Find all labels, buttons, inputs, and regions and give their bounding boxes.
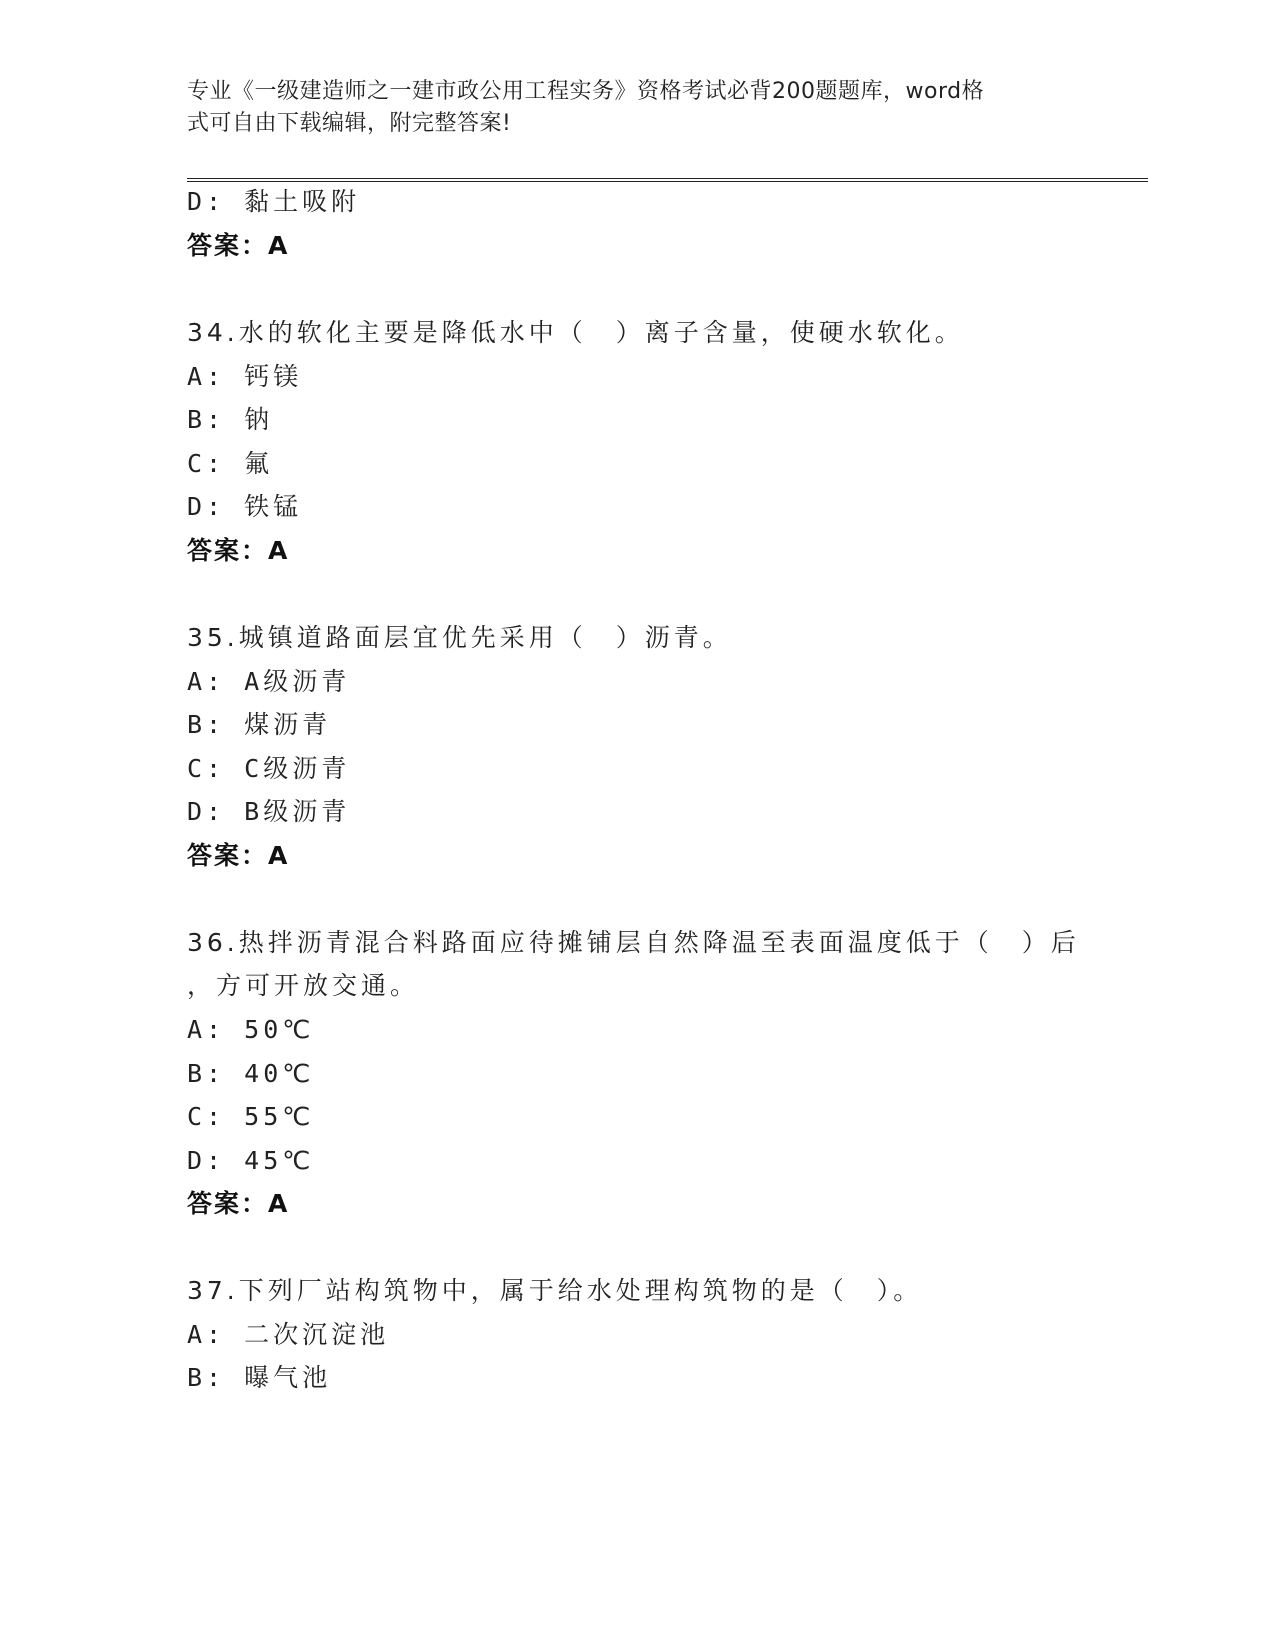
question-33-option-d: D: 黏土吸附 (187, 187, 361, 216)
header-double-rule (187, 178, 1148, 182)
question-37-stem: 37.下列厂站构筑物中，属于给水处理构筑物的是（ ）。 (187, 1276, 923, 1305)
question-33-answer: 答案：A (187, 231, 290, 260)
question-36-option-d: D: 45℃ (187, 1146, 315, 1175)
question-34-stem: 34.水的软化主要是降低水中（ ）离子含量，使硬水软化。 (187, 318, 964, 347)
question-34-option-b: B: 钠 (187, 405, 274, 434)
question-35-option-d: D: B级沥青 (187, 797, 351, 826)
header-line-2: 式可自由下载编辑，附完整答案! (187, 111, 512, 136)
document-header (187, 76, 1067, 140)
question-36-answer: 答案：A (187, 1189, 290, 1218)
question-35-option-a: A: A级沥青 (187, 667, 351, 696)
question-35-option-c: C: C级沥青 (187, 754, 351, 783)
question-37-option-a: A: 二次沉淀池 (187, 1320, 390, 1349)
question-36-stem-line-1: 36.热拌沥青混合料路面应待摊铺层自然降温至表面温度低于（ ）后 (187, 928, 1080, 957)
question-35-option-b: B: 煤沥青 (187, 710, 332, 739)
question-36-option-a: A: 50℃ (187, 1015, 315, 1044)
question-34-option-d: D: 铁锰 (187, 492, 303, 521)
question-34-option-a: A: 钙镁 (187, 362, 303, 391)
question-36-option-b: B: 40℃ (187, 1059, 315, 1088)
question-35-answer: 答案：A (187, 841, 290, 870)
question-34-answer: 答案：A (187, 536, 290, 565)
question-36-stem-line-2: ，方可开放交通。 (187, 971, 420, 1000)
question-37-option-b: B: 曝气池 (187, 1363, 332, 1392)
question-35-stem: 35.城镇道路面层宜优先采用（ ）沥青。 (187, 623, 732, 652)
question-34-option-c: C: 氟 (187, 449, 274, 478)
header-line-1: 专业《一级建造师之一建市政公用工程实务》资格考试必背200题题库，word格 (187, 79, 985, 104)
question-36-option-c: C: 55℃ (187, 1102, 315, 1131)
document-page (187, 0, 1147, 1650)
